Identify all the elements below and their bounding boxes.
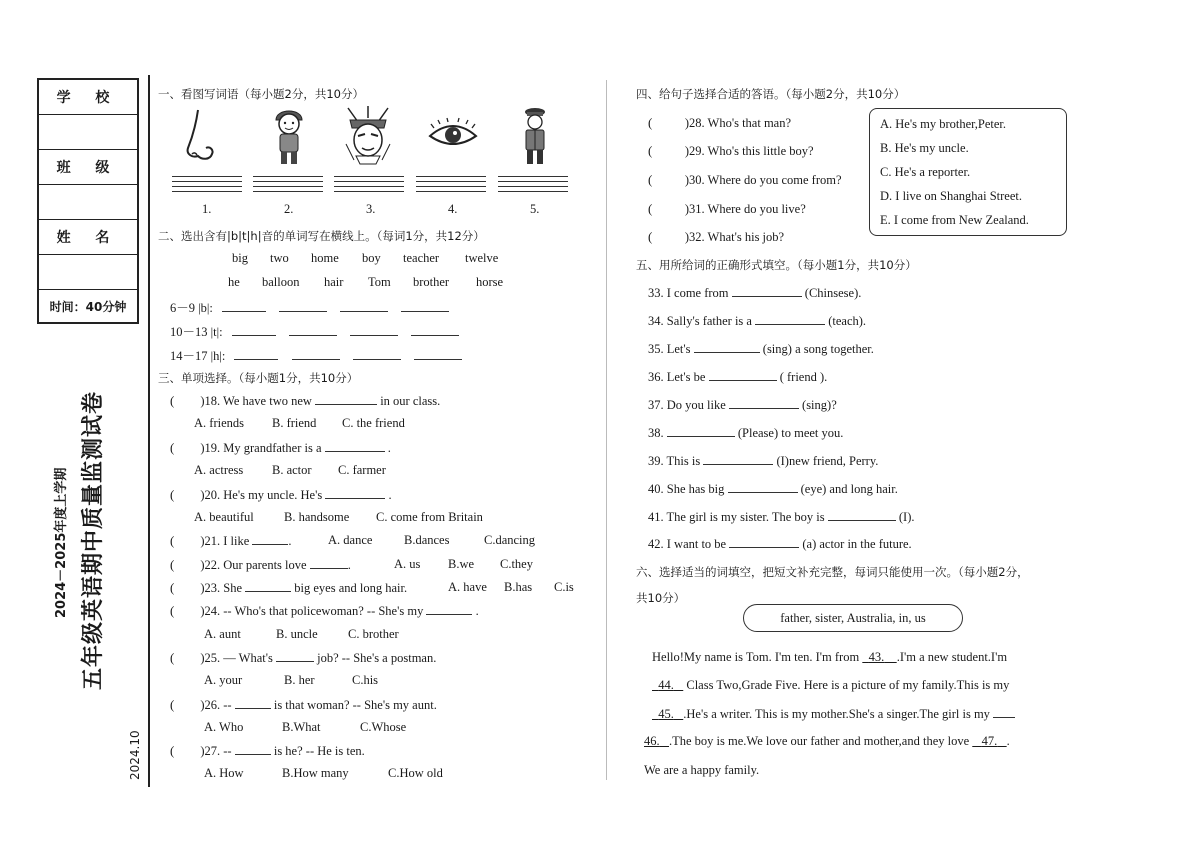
phonics-row-t — [170, 322, 459, 340]
answer-paren[interactable]: ( — [170, 533, 201, 548]
answer-paren[interactable]: ( — [170, 697, 201, 712]
blank-46[interactable]: 46. — [644, 734, 660, 748]
section5-heading: 五、用所给词的正确形式填空。（每小题1分，共10分） — [636, 258, 917, 272]
question-26: ( )26. -- is that woman? -- She's my aunt. — [170, 697, 437, 712]
school-label: 学 校 — [39, 80, 137, 115]
blank[interactable] — [279, 300, 327, 312]
option[interactable]: B. uncle — [276, 627, 318, 641]
option[interactable]: B. handsome — [284, 510, 350, 524]
answer-paren[interactable]: ( — [170, 393, 201, 408]
question-24: ( )24. -- Who's that policewoman? -- She's my . — [170, 603, 479, 618]
name-label: 姓 名 — [39, 220, 137, 255]
section3-heading: 三、单项选择。（每小题1分，共10分） — [158, 371, 359, 385]
question-21: ( )21. I like . — [170, 533, 292, 548]
blank[interactable] — [694, 341, 760, 353]
answer-paren[interactable]: ( — [648, 229, 685, 244]
question-20: ( )20. He's my uncle. He's . — [170, 487, 392, 502]
option[interactable]: B.dances — [404, 533, 450, 547]
passage-line-2: 44. Class Two,Grade Five. Here is a picture of my family.This is my — [652, 678, 1009, 693]
blank[interactable] — [728, 481, 798, 493]
blank[interactable] — [276, 650, 314, 662]
phonics-label: 6－9 |b|: — [170, 301, 213, 315]
item-number: 5. — [530, 202, 540, 216]
word: two — [270, 251, 289, 265]
answer-paren[interactable]: ( — [170, 603, 201, 618]
section2-heading: 二、选出含有|b|t|h|音的单词写在横线上。（每词1分，共12分） — [158, 229, 485, 243]
answer-choices-box — [869, 108, 1067, 236]
blank[interactable] — [325, 487, 385, 499]
option[interactable]: C. brother — [348, 627, 399, 641]
answer-choice: D. I live on Shanghai Street. — [880, 189, 1022, 203]
question-32: ( )32. What's his job? — [648, 229, 785, 244]
section4-heading: 四、给句子选择合适的答语。（每小题2分，共10分） — [636, 87, 906, 101]
word: Tom — [368, 275, 391, 289]
option[interactable]: A. aunt — [204, 627, 241, 641]
fill-item-41: 41. The girl is my sister. The boy is (I). — [648, 510, 915, 524]
word-bank: father, sister, Australia, in, us — [743, 604, 963, 632]
answer-paren[interactable]: ( — [170, 487, 201, 502]
term-title: 2024－2025年度上学期 — [54, 467, 69, 618]
option[interactable]: B.has — [504, 580, 533, 594]
blank[interactable] — [340, 300, 388, 312]
blank-44[interactable]: 44. — [658, 678, 674, 692]
option[interactable]: B. actor — [272, 463, 312, 477]
question-28: ( )28. Who's that man? — [648, 115, 792, 130]
item-number: 1. — [202, 202, 212, 216]
answer-choice: A. He's my brother,Peter. — [880, 117, 1007, 131]
question-25: ( )25. — What's job? -- She's a postman. — [170, 650, 437, 665]
answer-paren[interactable]: ( — [170, 440, 201, 455]
answer-paren[interactable]: ( — [170, 743, 201, 758]
fill-item-36: 36. Let's be ( friend ). — [648, 370, 828, 384]
option[interactable]: C.dancing — [484, 533, 536, 547]
fill-item-33: 33. I come from (Chinsese). — [648, 286, 862, 300]
word: horse — [476, 275, 504, 289]
option[interactable]: A. actress — [194, 463, 244, 477]
passage-line-5: We are a happy family. — [644, 763, 760, 777]
left-divider — [148, 75, 150, 787]
section6-heading-cont: 共10分） — [636, 591, 686, 605]
question-30: ( )30. Where do you come from? — [648, 172, 842, 187]
option[interactable]: C. come from Britain — [376, 510, 483, 524]
phonics-row-h — [170, 346, 462, 364]
blank[interactable] — [235, 697, 271, 709]
class-label: 班 级 — [39, 150, 137, 185]
fill-item-42: 42. I want to be (a) actor in the future. — [648, 537, 912, 551]
blank-47[interactable]: 47. — [981, 734, 998, 748]
word: hair — [324, 275, 344, 289]
item-number: 2. — [284, 202, 294, 216]
option[interactable]: B. her — [284, 673, 315, 687]
answer-lines-1[interactable] — [172, 172, 242, 192]
blank[interactable] — [245, 580, 291, 592]
question-18: ( )18. We have two new in our class. — [170, 393, 441, 408]
blank[interactable] — [703, 453, 773, 465]
fill-item-37: 37. Do you like (sing)? — [648, 398, 837, 412]
option[interactable]: C.his — [352, 673, 379, 687]
blank-43[interactable]: 43. — [868, 650, 885, 664]
blank[interactable] — [709, 369, 777, 381]
student-info-table — [37, 78, 139, 324]
option[interactable]: B.we — [448, 557, 475, 571]
option[interactable]: B.How many — [282, 766, 349, 780]
option[interactable]: A. Who — [204, 720, 244, 734]
answer-choice: B. He's my uncle. — [880, 141, 969, 155]
fill-item-35: 35. Let's (sing) a song together. — [648, 342, 874, 356]
item-number: 3. — [366, 202, 376, 216]
fill-item-38: 38. (Please) to meet you. — [648, 426, 844, 440]
option[interactable]: A. friends — [194, 416, 244, 430]
blank[interactable] — [426, 603, 472, 615]
option[interactable]: A. How — [204, 766, 244, 780]
option[interactable]: C.is — [554, 580, 574, 594]
section6-heading: 六、选择适当的词填空，把短文补充完整，每词只能使用一次。（每小题2分， — [636, 565, 1029, 579]
word: twelve — [465, 251, 499, 265]
option[interactable]: A. dance — [328, 533, 373, 547]
answer-paren[interactable]: ( — [170, 557, 201, 572]
answer-lines-2[interactable] — [253, 172, 323, 192]
option[interactable]: C. the friend — [342, 416, 405, 430]
exam-title: 五年级英语期中质量监测试卷 — [81, 390, 106, 690]
blank[interactable] — [252, 533, 288, 545]
blank[interactable] — [234, 348, 278, 360]
option[interactable]: B. friend — [272, 416, 317, 430]
question-31: ( )31. Where do you live? — [648, 201, 806, 216]
option[interactable]: A. beautiful — [194, 510, 254, 524]
option[interactable]: C.they — [500, 557, 533, 571]
option[interactable]: B.What — [282, 720, 321, 734]
answer-choice: C. He's a reporter. — [880, 165, 971, 179]
fill-item-39: 39. This is (I)new friend, Perry. — [648, 454, 879, 468]
passage-line-1: Hello!My name is Tom. I'm ten. I'm from 43. .I'm a new student.I'm — [652, 650, 1008, 664]
question-27: ( )27. -- is he? -- He is ten. — [170, 743, 365, 758]
option[interactable]: C.Whose — [360, 720, 407, 734]
blank[interactable] — [401, 300, 449, 312]
answer-paren[interactable]: ( — [170, 650, 201, 665]
blank[interactable] — [732, 285, 802, 297]
blank[interactable] — [729, 536, 799, 548]
nose-icon — [178, 104, 224, 166]
blank[interactable] — [289, 324, 337, 336]
blank[interactable] — [232, 324, 276, 336]
opera-mask-icon — [342, 104, 394, 166]
question-19: ( )19. My grandfather is a . — [170, 440, 391, 455]
passage-line-3: 45. .He's a writer. This is my mother.She's a singer.The girl is my — [652, 706, 1015, 722]
policeman-icon — [512, 104, 558, 166]
word: balloon — [262, 275, 300, 289]
answer-lines-5[interactable] — [498, 172, 568, 192]
phonics-label: 10－13 |t|: — [170, 325, 223, 339]
phonics-label: 14－17 |h|: — [170, 349, 226, 363]
word: big — [232, 251, 248, 265]
blank[interactable] — [353, 348, 401, 360]
fill-item-40: 40. She has big (eye) and long hair. — [648, 482, 898, 496]
time-limit: 时间：40分钟 — [49, 299, 127, 314]
blank[interactable] — [667, 425, 735, 437]
answer-paren[interactable]: ( — [648, 172, 685, 187]
word: boy — [362, 251, 381, 265]
class-field[interactable] — [39, 185, 137, 220]
blank[interactable] — [411, 324, 459, 336]
blank[interactable] — [222, 300, 266, 312]
answer-paren[interactable]: ( — [648, 201, 685, 216]
blank[interactable] — [755, 313, 825, 325]
section1-heading: 一、看图写词语（每小题2分，共10分） — [158, 87, 364, 101]
item-number: 4. — [448, 202, 458, 216]
word: he — [228, 275, 240, 289]
option[interactable]: C.How old — [388, 766, 443, 780]
question-29: ( )29. Who's this little boy? — [648, 143, 814, 158]
blank[interactable] — [315, 393, 377, 405]
question-22: ( )22. Our parents love . — [170, 557, 351, 572]
answer-lines-3[interactable] — [334, 172, 404, 192]
exam-date: 2024.10 — [128, 730, 142, 780]
blank-45[interactable]: 45. — [658, 707, 674, 721]
blank[interactable] — [292, 348, 340, 360]
blank[interactable] — [325, 440, 385, 452]
blank[interactable] — [414, 348, 462, 360]
fill-item-34: 34. Sally's father is a (teach). — [648, 314, 867, 328]
passage-line-4: 46. .The boy is me.We love our father and mother,and they love 47. . — [644, 734, 1010, 748]
word: teacher — [403, 251, 440, 265]
option[interactable]: A. your — [204, 673, 243, 687]
answer-paren[interactable]: ( — [648, 143, 685, 158]
blank[interactable] — [350, 324, 398, 336]
blank[interactable] — [310, 557, 348, 569]
blank[interactable] — [828, 509, 896, 521]
option[interactable]: A. us — [394, 557, 421, 571]
option[interactable]: C. farmer — [338, 463, 386, 477]
option[interactable]: A. have — [448, 580, 487, 594]
word: home — [311, 251, 339, 265]
answer-paren[interactable]: ( — [648, 115, 685, 130]
worker-icon — [266, 104, 312, 166]
school-field[interactable] — [39, 115, 137, 150]
blank-46-start[interactable] — [993, 706, 1015, 718]
blank[interactable] — [729, 397, 799, 409]
name-field[interactable] — [39, 255, 137, 290]
middle-divider — [606, 80, 607, 780]
answer-paren[interactable]: ( — [170, 580, 201, 595]
blank[interactable] — [235, 743, 271, 755]
question-23: ( )23. She big eyes and long hair. — [170, 580, 408, 595]
answer-choice: E. I come from New Zealand. — [880, 213, 1029, 227]
phonics-row-b — [170, 298, 449, 316]
answer-lines-4[interactable] — [416, 172, 486, 192]
word: brother — [413, 275, 450, 289]
eye-icon — [426, 104, 480, 166]
